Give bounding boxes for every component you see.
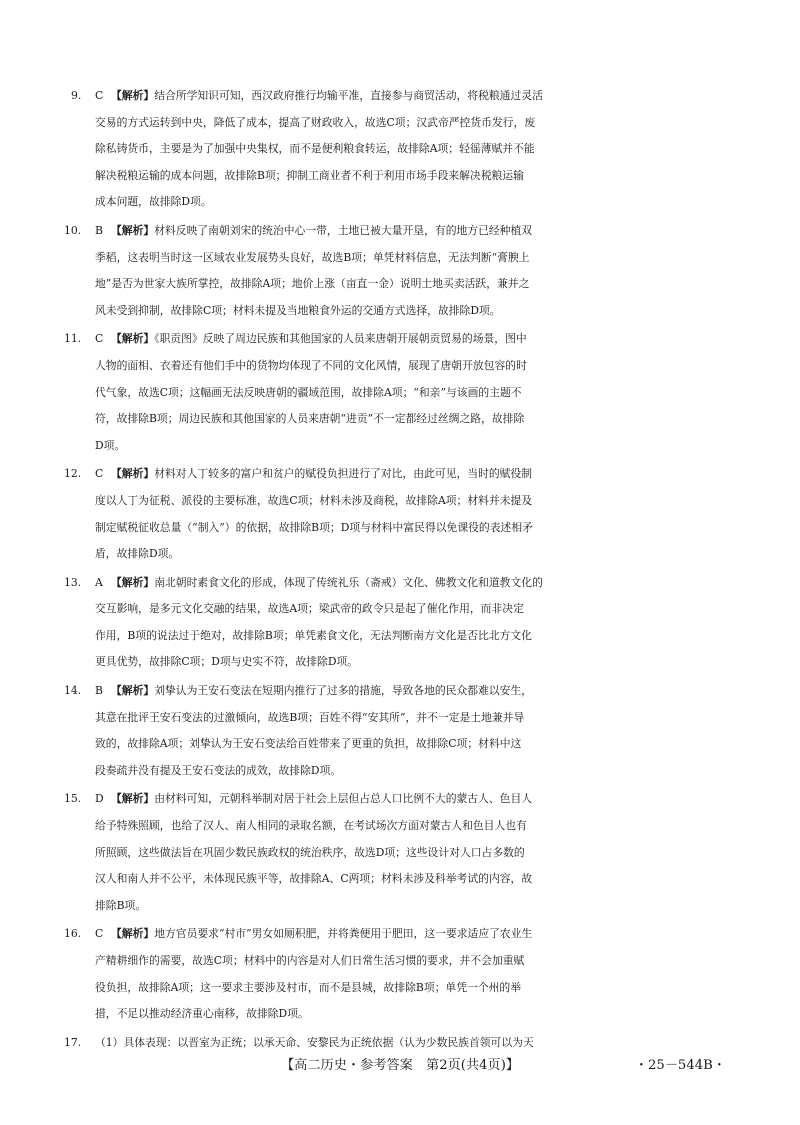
analysis-text: 所照顾，这些做法旨在巩固少数民族政权的统治秩序，故选D项；这些设计对人口占多数的 (95, 845, 525, 859)
answer-continuation-line (0, 948, 800, 975)
footer-title: 【高二历史・参考答案 第2页(共4页)】 (280, 1058, 520, 1073)
answer-letter: C (95, 332, 104, 346)
answer-first-line (0, 218, 800, 245)
analysis-text: 役负担，故排除A项；这一要求主要涉及村市，而不是县城，故排除B项；单凭一个州的举 (95, 980, 522, 994)
answer-letter: D (95, 792, 104, 806)
answer-letter: C (95, 467, 104, 481)
analysis-text: 给予特殊照顾，也给了汉人、南人相同的录取名额，在考试场次方面对蒙古人和色目人也有 (95, 819, 527, 833)
analysis-text: 代气象，故选C项；这幅画无法反映唐朝的疆域范围，故排除A项；“和亲”与该画的主题不 (95, 385, 522, 399)
answer-item (0, 326, 800, 459)
answer-continuation-line (0, 758, 800, 785)
analysis-tag: 【解析】 (111, 89, 155, 102)
analysis-text: 符，故排除B项；周边民族和其他国家的人员来唐朝“进贡”不一定都经过丝绸之路，故排除 (95, 412, 525, 426)
answer-continuation-line (0, 380, 800, 407)
answer-continuation-line (0, 893, 800, 920)
answer-continuation-line (0, 515, 800, 542)
analysis-text: 盾，故排除D项。 (95, 547, 180, 561)
analysis-text: 汉人和南人并不公平，未体现民族平等，故排除A、C两项；材料未涉及科举考试的内容，故 (95, 872, 533, 886)
answer-first-line (0, 786, 800, 813)
analysis-text: 人物的面相、衣着还有他们手中的货物均体现了不同的文化风情，展现了唐朝开放包容的时 (95, 358, 527, 372)
answer-first-line (0, 921, 800, 948)
analysis-text: 季稻，这表明当时这一区域农业发展势头良好，故选B项；单凭材料信息，无法判断“膏腴上 (95, 250, 530, 264)
analysis-text: 交互影响，是多元文化交融的结果，故选A项；梁武帝的政令只是起了催化作用，而非决定 (95, 602, 524, 616)
question-number: 11. (64, 332, 82, 346)
analysis-text: 南北朝时素食文化的形成，体现了传统礼乐（斋戒）文化、佛教文化和道教文化的 (154, 575, 543, 589)
analysis-text: 风未受到抑制，故排除C项；材料未提及当地粮食外运的交通方式选择，故排除D项。 (95, 303, 501, 317)
answer-continuation-line (0, 433, 800, 460)
analysis-text: 更具优势，故排除C项；D项与史实不符，故排除D项。 (95, 655, 359, 669)
analysis-text: 产精耕细作的需要，故选C项；材料中的内容是对人们日常生活习惯的要求，并不会加重赋 (95, 954, 525, 967)
answer-item (0, 83, 800, 216)
analysis-tag: 【解析】 (111, 332, 155, 346)
analysis-tag: 【解析】 (111, 927, 155, 941)
answer-list (0, 83, 800, 1058)
analysis-text: 材料对人丁较多的富户和贫户的赋役负担进行了对比，由此可见，当时的赋役制 (154, 467, 533, 481)
answer-first-line (0, 326, 800, 353)
answer-continuation-line (0, 298, 800, 325)
answer-letter: B (95, 223, 103, 237)
answer-continuation-line (0, 649, 800, 676)
analysis-text: 地”是否为世家大族所掌控，故排除A项；地价上涨（亩直一金）说明土地买卖活跃，兼并之 (95, 277, 530, 291)
analysis-text: 除私铸货币，主要是为了加强中央集权，而不是便利粮食转运，故排除A项；轻徭薄赋并不能 (95, 142, 535, 156)
answer-continuation-line (0, 541, 800, 568)
answer-first-line (0, 570, 800, 597)
question-number: 13. (64, 575, 82, 589)
answer-first-line (0, 461, 800, 488)
analysis-text: 段奏疏并没有提及王安石变法的成效，故排除D项。 (95, 763, 342, 777)
answer-continuation-line (0, 596, 800, 623)
answer-item (0, 218, 800, 324)
answer-continuation-line (0, 189, 800, 216)
question-number: 15. (64, 792, 82, 806)
answer-continuation-line (0, 623, 800, 650)
analysis-text: 排除B项。 (95, 898, 147, 912)
analysis-text: 致的，故排除A项；刘挚认为王安石变法给百姓带来了更重的负担，故排除C项；材料中这 (95, 737, 522, 751)
answer-first-line (0, 1030, 800, 1057)
answer-item (0, 1030, 800, 1057)
analysis-text: 结合所学知识可知，西汉政府推行均输平准，直接参与商贸活动，将税粮通过灵活 (154, 89, 543, 102)
answer-item (0, 786, 800, 919)
analysis-text: 解决税粮运输的成本问题，故排除B项；抑制工商业者不利于利用市场手段来解决税粮运输 (95, 168, 525, 182)
analysis-text: 其意在批评王安石变法的过激倾向，故选B项；百姓不得“安其所”，并不一定是土地兼并导 (95, 710, 525, 724)
analysis-tag: 【解析】 (111, 792, 155, 806)
analysis-text: 成本问题，故排除D项。 (95, 195, 212, 209)
answer-continuation-line (0, 353, 800, 380)
answer-continuation-line (0, 813, 800, 840)
analysis-tag: 【解析】 (111, 684, 155, 698)
answer-letter: C (95, 89, 104, 102)
question-number: 10. (64, 223, 82, 237)
answer-continuation-line (0, 271, 800, 298)
page-footer (0, 1054, 800, 1078)
analysis-text: 《职贡图》反映了周边民族和其他国家的人员来唐朝开展朝贡贸易的场景，图中 (154, 332, 527, 346)
answer-letter: C (95, 927, 104, 941)
analysis-text: 作用，B项的说法过于绝对，故排除B项；单凭素食文化，无法判断南方文化是否比北方文化 (95, 628, 532, 642)
answer-continuation-line (0, 406, 800, 433)
answer-continuation-line (0, 110, 800, 137)
answer-item (0, 461, 800, 567)
answer-continuation-line (0, 705, 800, 732)
answer-continuation-line (0, 163, 800, 190)
analysis-tag: 【解析】 (111, 467, 155, 481)
analysis-text: 材料反映了南朝刘宋的统治中心一带，土地已被大量开垦，有的地方已经种植双 (154, 223, 533, 237)
analysis-text: 由材料可知，元朝科举制对居于社会上层但占总人口比例不大的蒙古人、色目人 (154, 792, 533, 806)
answer-continuation-line (0, 975, 800, 1002)
answer-item (0, 678, 800, 784)
answer-item (0, 570, 800, 676)
question-number: 16. (64, 927, 82, 941)
question-number: 9. (71, 89, 82, 102)
analysis-text: D项。 (95, 438, 126, 452)
answer-item (0, 921, 800, 1027)
answer-continuation-line (0, 245, 800, 272)
answer-continuation-line (0, 840, 800, 867)
answer-continuation-line (0, 866, 800, 893)
analysis-text: （1）具体表现：以晋室为正统；以承天命、安黎民为正统依据（认为少数民族首领可以为天 (95, 1035, 534, 1049)
question-number: 14. (64, 684, 82, 698)
analysis-tag: 【解析】 (111, 575, 155, 589)
answer-continuation-line (0, 488, 800, 515)
answer-continuation-line (0, 1001, 800, 1028)
question-number: 12. (64, 467, 82, 481)
footer-code: ・25－544B・ (634, 1058, 726, 1073)
answer-first-line (0, 83, 800, 110)
analysis-text: 地方官员要求“村市”男女如厕积肥，并将粪便用于肥田，这一要求适应了农业生 (154, 927, 533, 941)
question-number: 17. (64, 1035, 82, 1049)
analysis-text: 度以人丁为征税、派役的主要标准，故选C项；材料未涉及商税，故排除A项；材料并未提及 (95, 493, 533, 507)
answer-continuation-line (0, 731, 800, 758)
analysis-text: 交易的方式运转到中央，降低了成本，提高了财政收入，故选C项；汉武帝严控货币发行，废 (95, 115, 536, 129)
answer-letter: A (95, 575, 103, 589)
analysis-text: 措，不足以推动经济重心南移，故排除D项。 (95, 1007, 309, 1021)
analysis-text: 刘挚认为王安石变法在短期内推行了过多的措施，导致各地的民众都难以安生， (154, 684, 533, 698)
analysis-text: 制定赋税征收总量（“制入”）的依据，故排除B项；D项与材料中富民得以免课役的表述相矛 (95, 520, 533, 534)
analysis-tag: 【解析】 (111, 223, 155, 237)
answer-letter: B (95, 684, 103, 698)
answer-first-line (0, 678, 800, 705)
answer-continuation-line (0, 136, 800, 163)
